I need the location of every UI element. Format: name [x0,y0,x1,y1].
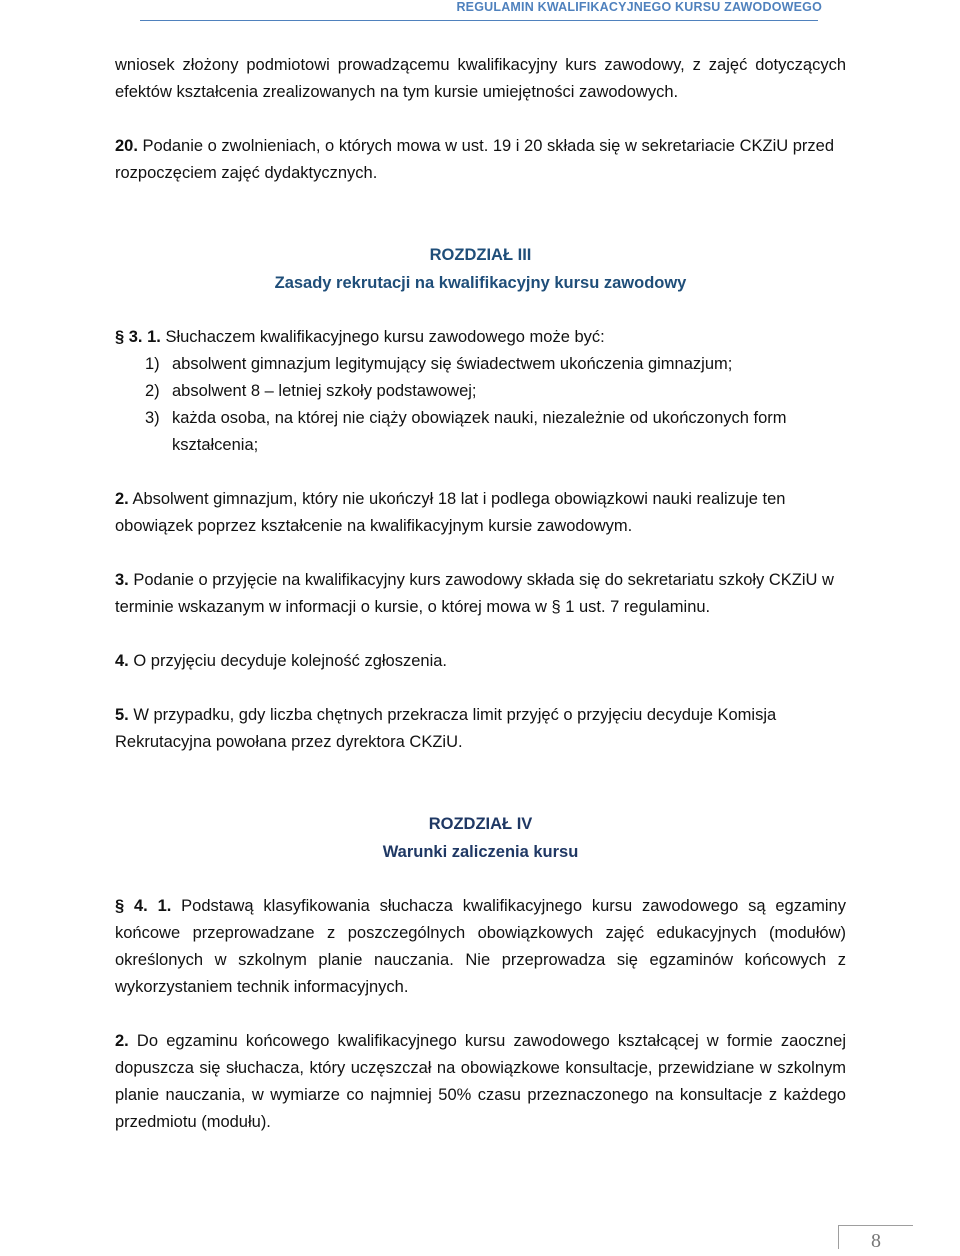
section-3-point-4: 4. O przyjęciu decyduje kolejność zgłoszenia. [115,652,448,670]
section-4-sign: § 4. 1. [115,897,172,915]
chapter-4-subtitle: Warunki zaliczenia kursu [382,843,579,861]
section-4-point-1: § 4. 1. Podstawą klasyfikowania słuchacza kwalifikacyjnego kursu zawodowego są egzaminy końcowe przeprowadzane z poszczególnych obowiązkowych zajęć edukacyjnych (modułów) określonych w szkolnym planie nauczania. Nie przeprowadza się egzaminów końcowych z wykorzystaniem technik informacyjnych. [115,897,846,996]
point-20-text: Podanie o zwolnieniach, o których mowa w ust. 19 i 20 składa się w sekretariacie CKZiU przed rozpoczęciem zajęć dydaktycznych. [115,137,835,182]
header-rule [140,20,818,21]
continuation-paragraph: wniosek złożony podmiotowi prowadzącemu kwalifikacyjny kurs zawodowy, z zajęć dotyczących efektów kształcenia zrealizowanych na tym kursie umiejętności zawodowych. [115,56,846,101]
section-3-intro-text: Słuchaczem kwalifikacyjnego kursu zawodowego może być: [160,328,605,346]
document-body [115,52,846,1136]
chapter-3-heading [115,241,846,297]
list-item: 3) każda osoba, na której nie ciąży obowiązek nauki, niezależnie od ukończonych form kształcenia; [145,409,787,454]
section-3-point-2: 2. Absolwent gimnazjum, który nie ukończył 18 lat i podlega obowiązkowi nauki realizuje ten obowiązek poprzez kształcenie na kwalifikacyjnym kursie zawodowym. [115,490,786,535]
section-3-intro [115,324,846,351]
section-4-point-2: 2. Do egzaminu końcowego kwalifikacyjnego kursu zawodowego kształcącej w formie zaocznej dopuszcza się słuchacza, który uczęszczał na obowiązkowe konsultacje, przewidziane w szkolnym planie nauczania, w wymiarze co najmniej 50% czasu przeznaczonego na konsultacje z każdego przedmiotu (modułu). [115,1032,846,1131]
list-item: 1) absolwent gimnazjum legitymujący się świadectwem ukończenia gimnazjum; [145,355,733,373]
point-20-paragraph [115,133,846,187]
chapter-4-heading [115,810,846,866]
page-number: 8 [838,1225,913,1249]
chapter-3-subtitle: Zasady rekrutacji na kwalifikacyjny kursu zawodowy [274,274,687,292]
section-3-point-3: 3. Podanie o przyjęcie na kwalifikacyjny kurs zawodowy składa się do sekretariatu szkoły CKZiU w terminie wskazanym w informacji o kursie, o której mowa w § 1 ust. 7 regulaminu. [115,571,834,616]
section-3-sign: § 3. 1. [115,328,161,346]
chapter-3-title: ROZDZIAŁ III [429,246,532,264]
point-20-number: 20. [115,137,138,155]
list-item: 2) absolwent 8 – letniej szkoły podstawowej; [145,382,477,400]
section-3-point-5: 5. W przypadku, gdy liczba chętnych przekracza limit przyjęć o przyjęciu decyduje Komisja Rekrutacyjna powołana przez dyrektora CKZiU. [115,706,777,751]
running-header: REGULAMIN KWALIFIKACYJNEGO KURSU ZAWODOWEGO [456,0,822,14]
section-3-list [115,351,846,459]
chapter-4-title: ROZDZIAŁ IV [428,815,533,833]
